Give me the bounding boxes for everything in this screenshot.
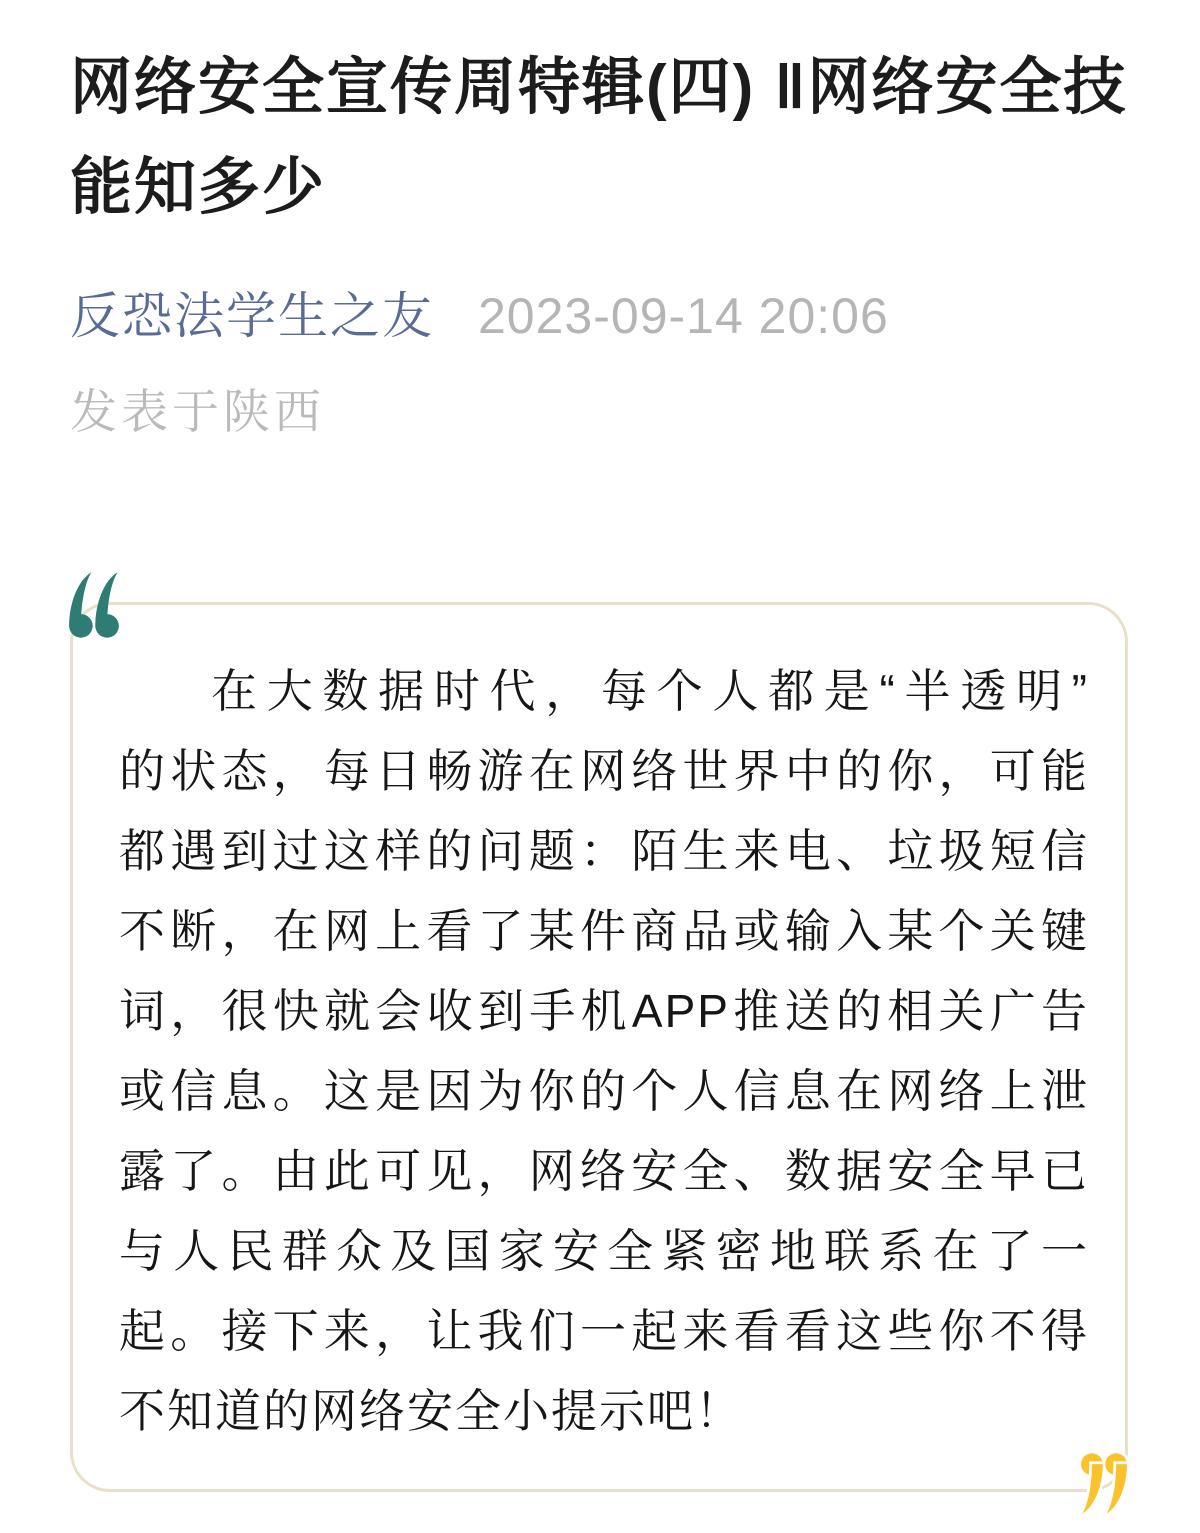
quote-text-line: 或信息。这是因为你的个人信息在网络上泄: [119, 1065, 1089, 1117]
quote-text-line: 的状态，每日畅游在网络世界中的你，可能: [119, 745, 1089, 797]
quote-text-line: 在大数据时代，每个人都是“半透明”: [211, 665, 1089, 717]
quote-text-line: 不知道的网络安全小提示吧！: [119, 1385, 743, 1437]
quote-text-line: 不断，在网上看了某件商品或输入某个关键: [119, 905, 1089, 957]
quote-text-line: 起。接下来，让我们一起来看看这些你不得: [119, 1305, 1089, 1357]
quote-text-line: 露了。由此可见，网络安全、数据安全早已: [119, 1145, 1089, 1197]
page-title: 网络安全宣传周特辑(四) ‖网络安全技能知多少: [70, 53, 1128, 222]
quote-text-line: 词，很快就会收到手机APP推送的相关广告: [119, 985, 1089, 1037]
quote-block: [70, 602, 1128, 1492]
author-link[interactable]: 反恐法学生之友: [70, 288, 434, 344]
publish-location: 发表于陕西: [70, 385, 325, 438]
publish-time: 2023-09-14 20:06: [478, 288, 889, 344]
open-quote-icon: [69, 571, 119, 639]
quote-text-line: 与人民群众及国家安全紧密地联系在了一: [119, 1225, 1089, 1277]
close-quote-icon: [1081, 1452, 1127, 1515]
quote-text-line: 都遇到过这样的问题：陌生来电、垃圾短信: [119, 825, 1089, 877]
article-meta: [70, 288, 1130, 344]
